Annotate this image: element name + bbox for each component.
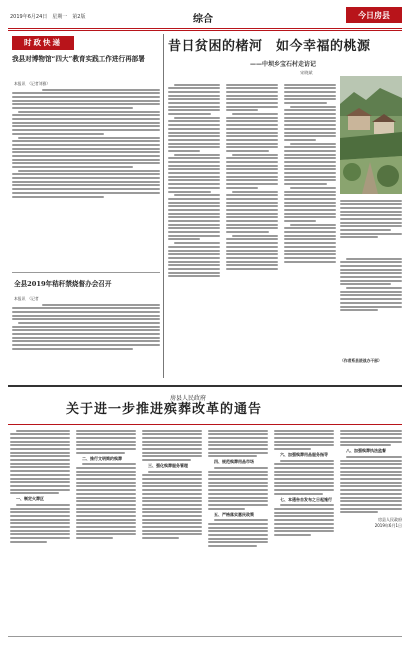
feature-photo [340, 76, 402, 194]
notice-top-rule [8, 385, 402, 387]
section-heading-5: 五、严格落实惠民政策 [214, 511, 254, 517]
notice-signature: 房县人民政府 [378, 517, 402, 523]
notice-col-3 [142, 428, 202, 628]
notice-col-2 [76, 428, 136, 628]
section-heading-8: 八、加强殡葬执法监督 [346, 448, 386, 454]
story2-body [12, 302, 160, 380]
section-heading-6: 六、加强殡葬用品服务指导 [280, 452, 328, 458]
column-rule [163, 34, 164, 378]
section-title: 综合 [193, 14, 213, 25]
story1-byline: 本报讯 （记者刘雅） [14, 81, 51, 86]
section-heading-7: 七、本通告自发布之日起施行 [280, 496, 332, 502]
masthead-rule [8, 28, 402, 29]
section-heading-4: 四、规范殡葬用品市场 [214, 459, 254, 465]
notice-col-6 [340, 428, 402, 628]
notice-date: 2019年6月1日 [374, 523, 402, 529]
feature-col-4-upper [340, 198, 402, 256]
feature-col-1 [168, 82, 220, 378]
section-heading-3: 三、强化殡葬服务管理 [148, 463, 188, 469]
banner-text: 时政快递 [24, 38, 62, 47]
notice-col-1 [10, 428, 70, 628]
feature-col-2 [226, 82, 278, 378]
feature-author: 宋晓斌 [300, 70, 313, 75]
paper-logo [346, 7, 402, 23]
author-note: （作者系县统战办干部） [340, 358, 382, 363]
notice-col-5 [274, 428, 334, 628]
section-heading-2: 二、推行文明简约殡葬 [82, 455, 122, 461]
feature-headline: 昔日贫困的楮河 如今幸福的桃源 [168, 39, 371, 54]
notice-title-rule [8, 424, 402, 425]
date-line: 2019年6月24日 星期一 第2版 [10, 14, 86, 20]
story2-byline: 本报讯 （记者 [14, 296, 43, 301]
masthead [8, 5, 402, 27]
notice-col-4 [208, 428, 268, 628]
masthead-rule-thin [8, 30, 402, 31]
notice-issuer: 房县人民政府 [170, 395, 207, 402]
feature-col-3 [284, 82, 336, 378]
paper-logo-text: 今日房县 [358, 10, 390, 20]
story1-body [12, 87, 160, 267]
section-heading-1: 一、制定火葬区 [16, 496, 44, 502]
notice-headline: 关于进一步推进殡葬改革的通告 [66, 402, 263, 417]
story1-headline: 我县对博物馆“四大”教育实践工作进行再部署 [12, 55, 145, 63]
village-landscape-image [340, 76, 402, 194]
left-divider [12, 272, 160, 273]
banner-shizhengkuaidi [12, 36, 74, 50]
page-bottom-rule [8, 636, 402, 637]
story2-headline: 全县2019年秸秆禁烧督办会召开 [14, 280, 112, 288]
feature-subtitle: ——中坝乡宝石村走访记 [250, 61, 317, 68]
feature-col-4-lower [340, 256, 402, 356]
